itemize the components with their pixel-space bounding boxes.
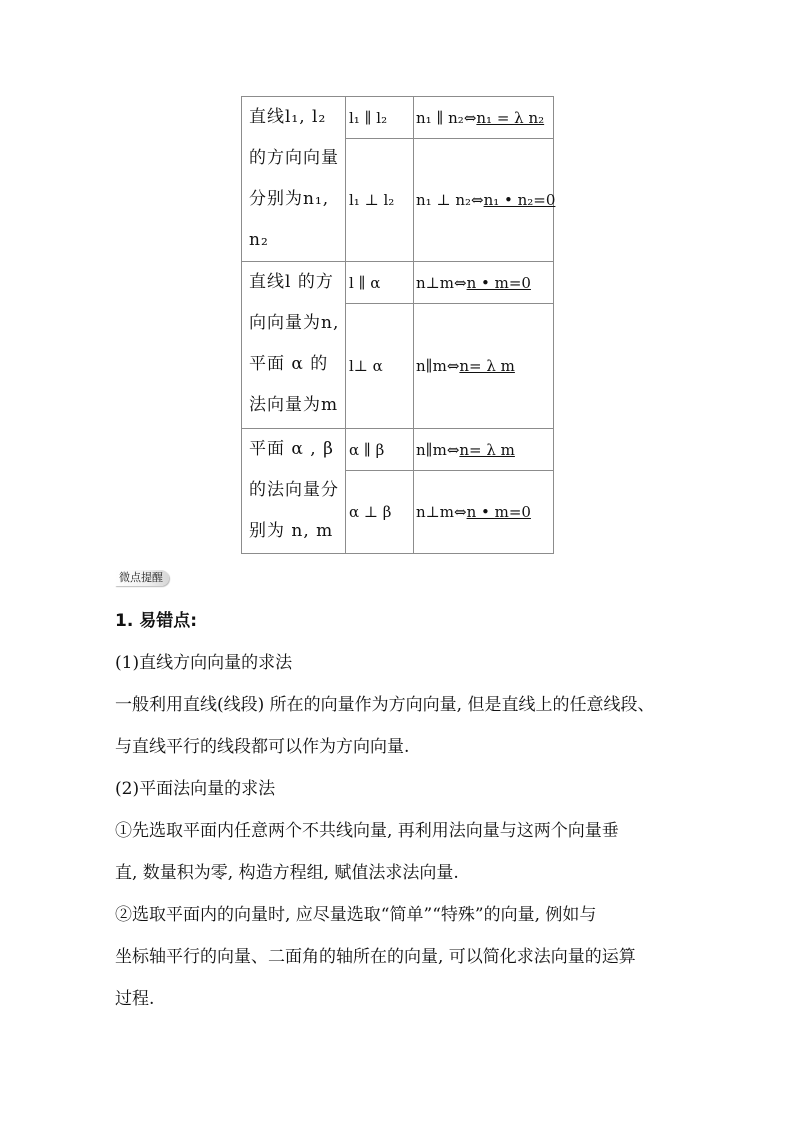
equivalence-cell [414, 429, 554, 471]
equivalence-answer: n= λ m [459, 357, 515, 376]
equivalence-left: n₁ ⊥ n₂⇔ [416, 191, 484, 210]
relation-cell: α ∥ β [346, 429, 414, 471]
equivalence-answer: n₁ = λ n₂ [476, 108, 545, 127]
equivalence-answer: n= λ m [459, 440, 515, 459]
condition-cell: 直线l₁, l₂的方向向量分别为n₁, n₂ [242, 97, 346, 262]
paragraph-line: 坐标轴平行的向量、二面角的轴所在的向量, 可以简化求法向量的运算 [115, 947, 636, 967]
equivalence-left: n∥m⇔ [416, 440, 460, 459]
equivalence-left: n∥m⇔ [416, 357, 460, 376]
paragraph-line: 过程. [115, 989, 155, 1009]
equivalence-answer: n₁ • n₂=0 [483, 191, 556, 210]
table-row [242, 429, 554, 471]
equivalence-left: n⊥m⇔ [416, 273, 467, 292]
vector-relation-table [241, 96, 554, 554]
section-heading: 1. 易错点: [115, 611, 198, 631]
relation-cell: l ∥ α [346, 262, 414, 304]
equivalence-cell [414, 262, 554, 304]
paragraph-line: ②选取平面内的向量时, 应尽量选取“简单”“特殊”的向量, 例如与 [115, 905, 597, 925]
relation-cell: α ⊥ β [346, 471, 414, 554]
relation-cell: l₁ ⊥ l₂ [346, 139, 414, 262]
condition-cell: 直线l 的方向向量为n, 平面 α 的法向量为m [242, 262, 346, 429]
subheading: (2)平面法向量的求法 [115, 779, 276, 799]
equivalence-answer: n • m=0 [466, 273, 531, 292]
condition-cell: 平面 α , β 的法向量分别为 n, m [242, 429, 346, 554]
tip-content [115, 600, 715, 1020]
tip-tag: 微点提醒 [115, 570, 169, 586]
subheading: (1)直线方向向量的求法 [115, 653, 293, 673]
table-row [242, 97, 554, 139]
paragraph-line: ①先选取平面内任意两个不共线向量, 再利用法向量与这两个向量垂 [115, 821, 619, 841]
relation-cell: l⊥ α [346, 304, 414, 429]
equivalence-cell [414, 139, 554, 262]
equivalence-cell [414, 97, 554, 139]
equivalence-left: n⊥m⇔ [416, 503, 467, 522]
equivalence-cell [414, 304, 554, 429]
paragraph-line: 直, 数量积为零, 构造方程组, 赋值法求法向量. [115, 863, 459, 883]
paragraph-line: 一般利用直线(线段) 所在的向量作为方向向量, 但是直线上的任意线段、 [115, 695, 655, 715]
equivalence-left: n₁ ∥ n₂⇔ [416, 108, 477, 127]
relation-cell: l₁ ∥ l₂ [346, 97, 414, 139]
table-row [242, 262, 554, 304]
equivalence-answer: n • m=0 [466, 503, 531, 522]
paragraph-line: 与直线平行的线段都可以作为方向向量. [115, 737, 410, 757]
equivalence-cell [414, 471, 554, 554]
